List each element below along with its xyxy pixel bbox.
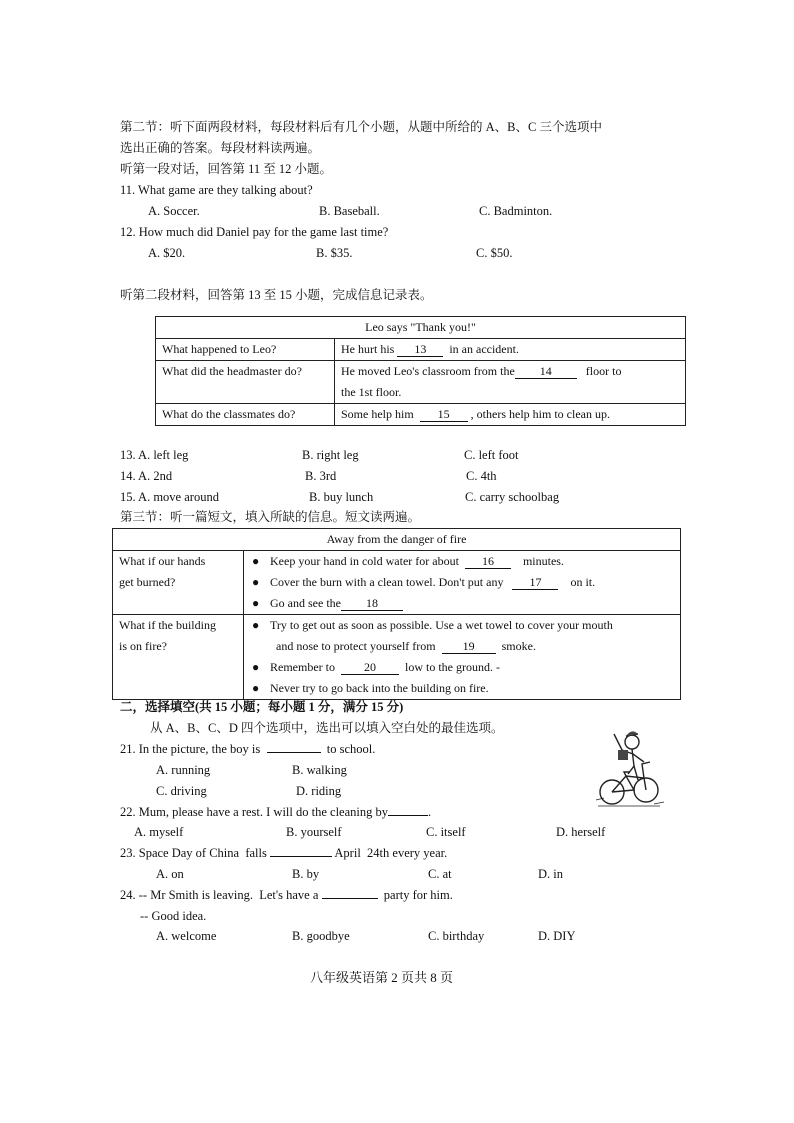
blank-16[interactable]: 16 xyxy=(465,554,511,569)
q22-option-d[interactable]: D. herself xyxy=(556,825,606,839)
info-table-leo xyxy=(155,316,686,426)
q24-option-c[interactable]: C. birthday xyxy=(428,929,485,943)
q21-option-b[interactable]: B. walking xyxy=(292,763,347,777)
section3-instruction: 第三节：听一篇短文，填入所缺的信息。短文读两遍。 xyxy=(120,510,421,524)
fire-danger-table xyxy=(112,528,681,700)
info-table-caption: Leo says "Thank you!" xyxy=(156,317,686,339)
q13-option-a[interactable]: 13. A. left leg xyxy=(120,448,189,462)
blank-17[interactable]: 17 xyxy=(512,575,558,590)
q11-stem: 11. What game are they talking about? xyxy=(120,183,313,197)
dialog2-instruction: 听第二段材料，回答第 13 至 15 小题，完成信息记录表。 xyxy=(120,288,433,302)
bullet-item: ● Cover the burn with a clean towel. Don't put any 17 on it. xyxy=(252,572,674,593)
part2-heading: 二，选择填空(共 15 小题；每小题 1 分，满分 15 分) xyxy=(120,700,404,714)
fire-table-answers-hands xyxy=(244,551,681,615)
fire-table-question-building: What if the building is on fire? xyxy=(113,615,244,700)
blank-19[interactable]: 19 xyxy=(442,639,496,654)
blank-14[interactable]: 14 xyxy=(515,364,577,379)
blank-13[interactable]: 13 xyxy=(397,342,443,357)
info-table-question: What do the classmates do? xyxy=(156,404,335,426)
section2-instruction-line2: 选出正确的答案。每段材料读两遍。 xyxy=(120,141,321,155)
q24-reply: -- Good idea. xyxy=(140,909,207,923)
blank-18[interactable]: 18 xyxy=(341,596,403,611)
q12-stem: 12. How much did Daniel pay for the game last time? xyxy=(120,225,389,239)
q22-blank[interactable] xyxy=(388,815,428,816)
q23-option-a[interactable]: A. on xyxy=(156,867,184,881)
q21-option-a[interactable]: A. running xyxy=(156,763,211,777)
bullet-item: ● Try to get out as soon as possible. Use a wet towel to cover your mouth and nose to protect yourself from 19 smoke. xyxy=(252,615,674,657)
boy-riding-bike-picture xyxy=(590,724,670,814)
q24-blank[interactable] xyxy=(322,898,378,899)
q21-option-d[interactable]: D. riding xyxy=(296,784,342,798)
q22-option-b[interactable]: B. yourself xyxy=(286,825,342,839)
q21-stem: 21. In the picture, the boy is to school. xyxy=(120,742,376,756)
q14-option-c[interactable]: C. 4th xyxy=(466,469,497,483)
q11-option-c[interactable]: C. Badminton. xyxy=(479,204,553,218)
q21-blank[interactable] xyxy=(267,752,321,753)
q15-option-c[interactable]: C. carry schoolbag xyxy=(465,490,560,504)
q22-option-c[interactable]: C. itself xyxy=(426,825,466,839)
q22-option-a[interactable]: A. myself xyxy=(134,825,184,839)
q22-stem: 22. Mum, please have a rest. I will do the cleaning by . xyxy=(120,805,432,819)
blank-20[interactable]: 20 xyxy=(341,660,399,675)
q14-option-a[interactable]: 14. A. 2nd xyxy=(120,469,173,483)
info-table-answer: He moved Leo's classroom from the 14 floor to the 1st floor. xyxy=(335,361,686,404)
q23-option-c[interactable]: C. at xyxy=(428,867,452,881)
bullet-item: ● Keep your hand in cold water for about 16 minutes. xyxy=(252,551,674,572)
q23-option-b[interactable]: B. by xyxy=(292,867,320,881)
q24-option-d[interactable]: D. DIY xyxy=(538,929,576,943)
q12-option-a[interactable]: A. $20. xyxy=(148,246,186,260)
dialog1-instruction: 听第一段对话，回答第 11 至 12 小题。 xyxy=(120,162,333,176)
q24-option-b[interactable]: B. goodbye xyxy=(292,929,350,943)
bullet-item: ● Never try to go back into the building on fire. xyxy=(252,678,674,699)
info-table-answer: Some help him 15 , others help him to clean up. xyxy=(335,404,686,426)
q24-stem: 24. -- Mr Smith is leaving. Let's have a party for him. xyxy=(120,888,453,902)
q13-option-c[interactable]: C. left foot xyxy=(464,448,519,462)
q11-option-b[interactable]: B. Baseball. xyxy=(319,204,380,218)
fire-table-question-hands: What if our hands get burned? xyxy=(113,551,244,615)
q13-option-b[interactable]: B. right leg xyxy=(302,448,359,462)
fire-table-answers-building xyxy=(244,615,681,700)
info-table-question: What did the headmaster do? xyxy=(156,361,335,404)
bullet-item: ● Go and see the 18 xyxy=(252,593,674,614)
info-table-question: What happened to Leo? xyxy=(156,339,335,361)
q15-option-b[interactable]: B. buy lunch xyxy=(309,490,374,504)
fire-table-caption: Away from the danger of fire xyxy=(113,529,681,551)
q11-option-a[interactable]: A. Soccer. xyxy=(148,204,200,218)
q21-option-c[interactable]: C. driving xyxy=(156,784,207,798)
part2-instruction: 从 A、B、C、D 四个选项中，选出可以填入空白处的最佳选项。 xyxy=(150,721,504,735)
q23-stem: 23. Space Day of China falls April 24th every year. xyxy=(120,846,448,860)
blank-15[interactable]: 15 xyxy=(420,407,468,422)
q14-option-b[interactable]: B. 3rd xyxy=(305,469,337,483)
q12-option-c[interactable]: C. $50. xyxy=(476,246,513,260)
bullet-item: ● Remember to 20 low to the ground. - xyxy=(252,657,674,678)
q23-option-d[interactable]: D. in xyxy=(538,867,563,881)
q23-blank[interactable] xyxy=(270,856,332,857)
page-footer: 八年级英语第 2 页共 8 页 xyxy=(310,970,454,985)
q15-option-a[interactable]: 15. A. move around xyxy=(120,490,219,504)
q24-option-a[interactable]: A. welcome xyxy=(156,929,217,943)
info-table-answer: He hurt his 13 in an accident. xyxy=(335,339,686,361)
q12-option-b[interactable]: B. $35. xyxy=(316,246,353,260)
section2-instruction-line1: 第二节：听下面两段材料，每段材料后有几个小题，从题中所给的 A、B、C 三个选项中 xyxy=(120,120,602,134)
